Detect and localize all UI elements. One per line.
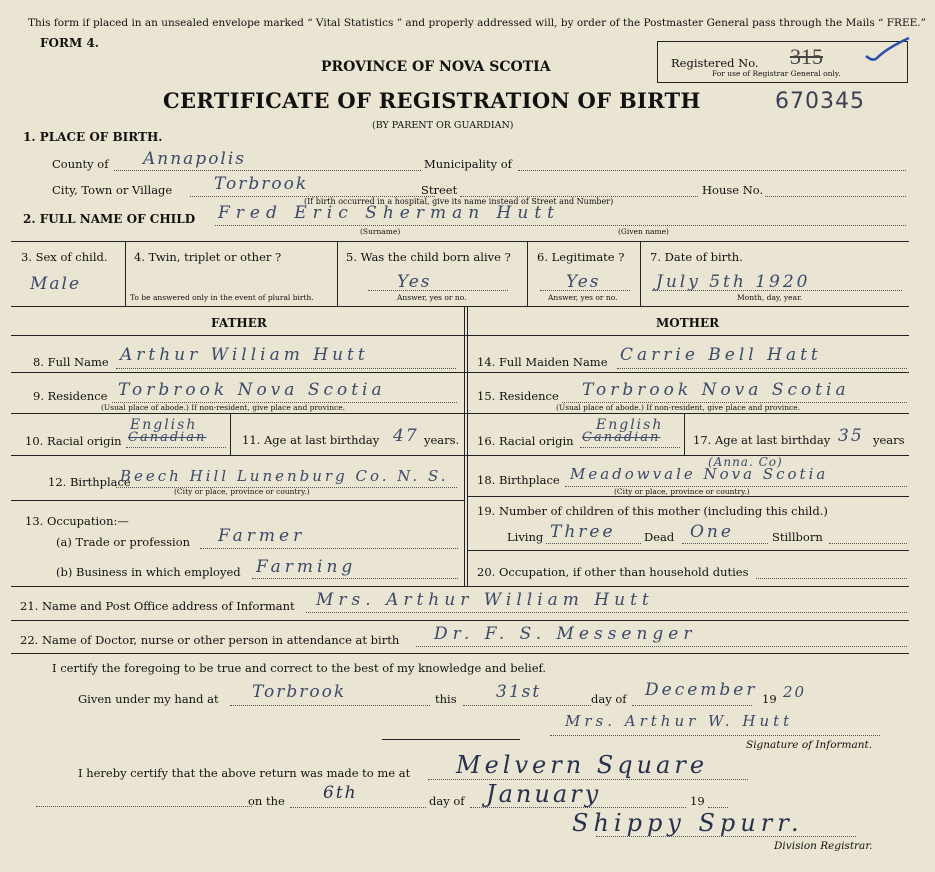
row-rule-2 — [11, 413, 909, 414]
certificate-subtitle: (BY PARENT OR GUARDIAN) — [372, 120, 514, 131]
living-line — [546, 543, 641, 544]
given-place-value: Torbrook — [252, 682, 347, 702]
alive-note: Answer, yes or no. — [397, 293, 467, 302]
divider-1 — [125, 242, 126, 306]
father-years-label: years. — [424, 433, 460, 447]
row-rule-1 — [11, 372, 909, 373]
father-birthplace-note: (City or place, province or country.) — [174, 487, 310, 496]
municipality-line — [518, 170, 906, 171]
sex-label: 3. Sex of child. — [21, 250, 108, 264]
mother-residence-value: Torbrook Nova Scotia — [582, 380, 850, 400]
doctor-label: 22. Name of Doctor, nurse or other person in attendance at birth — [20, 633, 400, 647]
return-day-of-label: day of — [429, 794, 465, 808]
month-value: December — [645, 680, 758, 700]
child-name-value: Fred Eric Sherman Hutt — [218, 203, 560, 223]
mother-birthplace-value: Meadowvale Nova Scotia — [570, 465, 829, 483]
return-statement: I hereby certify that the above return was made to me at — [78, 766, 411, 780]
father-occupation-label: 13. Occupation:— — [25, 514, 129, 528]
father-age-divider — [230, 413, 231, 455]
father-residence-label: 9. Residence — [33, 389, 108, 403]
mother-name-line — [617, 368, 907, 369]
mother-occupation-label: 20. Occupation, if other than household duties — [477, 565, 749, 579]
twin-label: 4. Twin, triplet or other ? — [134, 250, 282, 264]
father-residence-note: (Usual place of abode.) If non-resident, give place and province. — [101, 403, 346, 412]
legitimate-label: 6. Legitimate ? — [537, 250, 625, 264]
dead-label: Dead — [644, 530, 675, 544]
father-business-value: Farming — [256, 557, 357, 577]
informant-signature-line — [550, 735, 880, 736]
province-heading: PROVINCE OF NOVA SCOTIA — [321, 59, 551, 75]
father-birthplace-value: Beech Hill Lunenburg Co. N. S. — [120, 467, 449, 485]
row-rule-6 — [11, 586, 909, 587]
mother-age-label: 17. Age at last birthday — [693, 433, 831, 447]
return-day-value: 6th — [323, 783, 358, 803]
row-rule-7 — [11, 620, 909, 621]
legitimate-value: Yes — [566, 272, 601, 292]
city-value: Torbrook — [214, 174, 309, 194]
check-mark-icon — [863, 36, 913, 66]
twin-note: To be answered only in the event of plural birth. — [130, 293, 314, 302]
registrar-caption: Division Registrar. — [774, 840, 873, 852]
row-rule-4 — [467, 496, 909, 497]
doctor-line — [416, 646, 907, 647]
divider-2 — [337, 242, 338, 306]
given-under-label: Given under my hand at — [78, 692, 219, 706]
registrar-signature: Shippy Spurr. — [572, 809, 804, 837]
informant-line — [306, 612, 907, 613]
registered-label: Registered No. — [671, 56, 759, 70]
hospital-note: (If birth occurred in a hospital, give its name instead of Street and Number) — [304, 197, 614, 206]
legitimate-note: Answer, yes or no. — [548, 293, 618, 302]
date-note: Month, day, year. — [737, 293, 803, 302]
parents-header-rule — [11, 335, 909, 336]
return-year-line — [708, 807, 728, 808]
father-trade-value: Farmer — [218, 526, 306, 546]
day-of-label: day of — [591, 692, 627, 706]
stillborn-label: Stillborn — [772, 530, 823, 544]
mother-years-label: years — [873, 433, 905, 447]
registrar-note: For use of Registrar General only. — [712, 69, 841, 78]
father-business-line — [252, 578, 458, 579]
father-age-value: 47 — [393, 426, 419, 446]
mother-name-label: 14. Full Maiden Name — [477, 355, 608, 369]
return-day-line — [290, 807, 426, 808]
informant-caption: Signature of Informant. — [746, 739, 873, 751]
child-name-label: 2. FULL NAME OF CHILD — [23, 212, 196, 226]
day-value: 31st — [496, 682, 542, 702]
dead-line — [682, 543, 768, 544]
father-trade-line — [200, 548, 458, 549]
dead-value: One — [690, 522, 734, 542]
mother-racial-struck: Canadian — [582, 430, 661, 445]
father-residence-value: Torbrook Nova Scotia — [118, 380, 386, 400]
alive-line — [368, 290, 508, 291]
mother-occupation-line — [756, 578, 907, 579]
registration-number: 670345 — [775, 89, 865, 114]
row-rule-4-left — [11, 500, 465, 501]
father-birthplace-label: 12. Birthplace — [48, 475, 131, 489]
house-label: House No. — [702, 183, 764, 197]
municipality-label: Municipality of — [424, 157, 512, 171]
year-suffix: 20 — [783, 683, 807, 701]
mother-racial-value: English — [596, 417, 664, 433]
date-of-birth-value: July 5th 1920 — [656, 272, 811, 292]
mother-age-divider — [684, 413, 685, 455]
leading-line — [36, 806, 252, 807]
child-name-line — [215, 225, 906, 226]
mother-birthplace-note: (City or place, province or country.) — [614, 487, 750, 496]
father-name-label: 8. Full Name — [33, 355, 109, 369]
row-rule-8 — [11, 653, 909, 654]
sex-value: Male — [30, 274, 82, 294]
place-of-birth-label: 1. PLACE OF BIRTH. — [23, 130, 163, 144]
informant-label: 21. Name and Post Office address of Informant — [20, 599, 295, 613]
father-name-line — [116, 368, 456, 369]
registrar-signature-line — [596, 836, 856, 837]
mother-age-value: 35 — [838, 426, 864, 446]
month-line — [632, 705, 752, 706]
postal-notice: This form if placed in an unsealed envelope marked “ Vital Statistics ” and properly addressed will, by order of the Postmaster General pass through the Mails “ FREE.” — [28, 17, 926, 29]
given-name-caption: (Given name) — [618, 227, 669, 236]
mother-birthplace-extra: (Anna. Co) — [708, 455, 783, 469]
father-racial-value: English — [130, 417, 198, 433]
father-business-label: (b) Business in which employed — [56, 565, 241, 579]
divider-3 — [527, 242, 528, 306]
registered-number: 315 — [790, 44, 823, 69]
father-age-label: 11. Age at last birthday — [242, 433, 380, 447]
county-line — [114, 170, 421, 171]
surname-caption: (Surname) — [360, 227, 401, 236]
return-month-value: January — [486, 780, 602, 808]
row-rule-5 — [467, 550, 909, 551]
this-label: this — [435, 692, 457, 706]
divider-4 — [640, 242, 641, 306]
mother-name-value: Carrie Bell Hatt — [620, 345, 822, 365]
mother-heading: MOTHER — [656, 316, 720, 330]
street-label: Street — [421, 183, 458, 197]
mother-birthplace-label: 18. Birthplace — [477, 473, 560, 487]
alive-value: Yes — [397, 272, 432, 292]
short-rule — [382, 739, 520, 740]
mother-residence-note: (Usual place of abode.) If non-resident, give place and province. — [556, 403, 801, 412]
living-value: Three — [550, 522, 616, 542]
details-top-rule — [11, 241, 909, 242]
mother-children-label: 19. Number of children of this mother (including this child.) — [477, 504, 828, 518]
father-trade-label: (a) Trade or profession — [56, 535, 191, 549]
informant-signature: Mrs. Arthur W. Hutt — [565, 712, 794, 730]
certify-statement: I certify the foregoing to be true and correct to the best of my knowledge and belief. — [52, 661, 547, 675]
on-the-label: on the — [248, 794, 285, 808]
doctor-value: Dr. F. S. Messenger — [434, 624, 697, 644]
parents-divider-a — [464, 306, 465, 586]
living-label: Living — [507, 530, 544, 544]
details-bottom-rule — [11, 306, 909, 307]
date-of-birth-label: 7. Date of birth. — [650, 250, 743, 264]
year-prefix: 19 — [762, 692, 777, 706]
stillborn-line — [829, 543, 907, 544]
mother-residence-label: 15. Residence — [477, 389, 559, 403]
county-value: Annapolis — [143, 149, 247, 169]
registrar-box — [657, 41, 908, 83]
father-racial-struck: Canadian — [128, 430, 207, 445]
father-name-value: Arthur William Hutt — [120, 345, 369, 365]
house-line — [765, 196, 906, 197]
parents-divider-b — [467, 306, 468, 586]
certificate-title: CERTIFICATE OF REGISTRATION OF BIRTH — [163, 88, 701, 113]
county-label: County of — [52, 157, 109, 171]
alive-label: 5. Was the child born alive ? — [346, 250, 511, 264]
given-place-line — [230, 705, 430, 706]
form-number: FORM 4. — [40, 36, 99, 50]
return-place-value: Melvern Square — [456, 751, 709, 779]
mother-racial-label: 16. Racial origin — [477, 434, 574, 448]
father-heading: FATHER — [211, 316, 267, 330]
return-year-prefix: 19 — [690, 794, 705, 808]
city-label: City, Town or Village — [52, 183, 173, 197]
day-line — [463, 705, 591, 706]
informant-value: Mrs. Arthur William Hutt — [316, 590, 654, 610]
father-racial-label: 10. Racial origin — [25, 434, 122, 448]
